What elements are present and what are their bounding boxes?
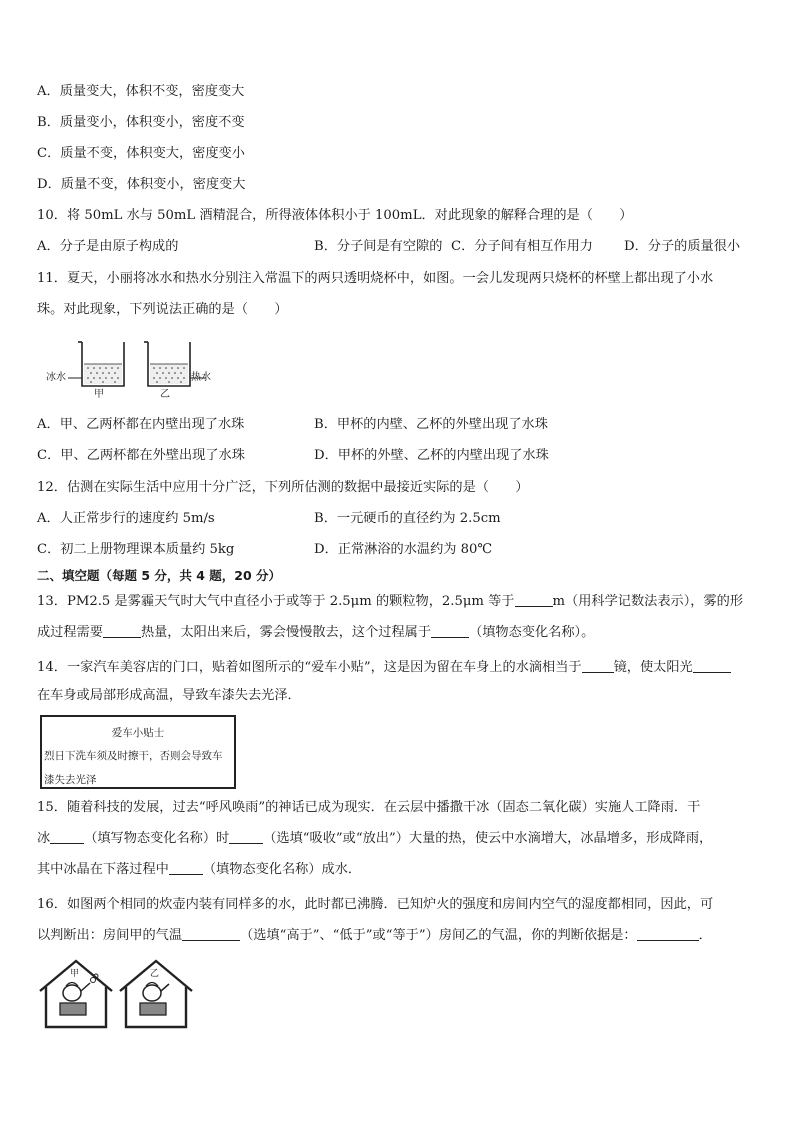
- q13-line1: 13．PM2.5 是雾霾天气时大气中直径小于或等于 2.5μm 的颗粒物，2.5μm 等于 m（用科学记数法表示），雾的形: [37, 594, 744, 609]
- q12-option-d: D．正常淋浴的水温约为 80℃: [314, 542, 493, 557]
- q15-blank-1[interactable]: [50, 830, 84, 844]
- notice-title: 爱车小贴士: [111, 727, 165, 739]
- q14-blank-2[interactable]: [693, 659, 731, 673]
- q13-blank-2[interactable]: [103, 624, 141, 638]
- q9-option-d: D．质量不变，体积变小，密度变大: [37, 177, 246, 192]
- q9-option-c: C．质量不变，体积变大，密度变小: [37, 146, 245, 161]
- q15-line3: 其中冰晶在下落过程中 （填物态变化名称）成水．: [37, 862, 362, 877]
- q10-option-b: B．分子间是有空隙的: [314, 239, 443, 254]
- house-label-yi: 乙: [150, 969, 160, 979]
- house-label-jia: 甲: [70, 969, 80, 979]
- q10-stem: 10．将 50mL 水与 50mL 酒精混合，所得液体体积小于 100mL．对此现象的解释合理的是（ ）: [37, 208, 633, 223]
- figure-label-yi: 乙: [160, 389, 170, 400]
- figure-label-hot-water: 热水: [191, 372, 211, 383]
- q16-blank-1[interactable]: [182, 927, 240, 941]
- notice-line2: 漆失去光泽: [44, 774, 97, 786]
- q14-line1: 14．一家汽车美容店的门口，贴着如图所示的“爱车小贴”，这是因为留在车身上的水滴相当于 镜，使太阳光: [37, 659, 731, 677]
- q16-blank-2[interactable]: [637, 927, 699, 941]
- q11-option-d: D．甲杯的外壁、乙杯的内壁出现了水珠: [314, 448, 549, 463]
- q11-option-a: A．甲、乙两杯都在内壁出现了水珠: [37, 417, 245, 432]
- q15-blank-2[interactable]: [229, 830, 263, 844]
- q14-blank-1[interactable]: [582, 659, 614, 673]
- q15-line2: 冰 （填写物态变化名称）时 （选填“吸收”或“放出”）大量的热，使云中水滴增大，冰晶增多，形成降雨，: [37, 831, 713, 846]
- q16-line1: 16．如图两个相同的炊壶内装有同样多的水，此时都已沸腾．已知炉火的强度和房间内空气的湿度都相同，因此，可: [37, 897, 714, 912]
- q12-stem: 12．估测在实际生活中应用十分广泛，下列所估测的数据中最接近实际的是（ ）: [37, 480, 529, 495]
- q10-option-c: C．分子间有相互作用力: [451, 239, 593, 254]
- car-care-notice: [40, 715, 236, 789]
- q12-option-c: C．初二上册物理课本质量约 5kg: [37, 542, 235, 557]
- q11-stem-line1: 11．夏天，小丽将冰水和热水分别注入常温下的两只透明烧杯中，如图。一会儿发现两只烧杯的杯壁上都出现了小水: [37, 271, 714, 286]
- q10-option-d: D．分子的质量很小: [624, 239, 741, 254]
- q15-blank-3[interactable]: [169, 861, 203, 875]
- q11-option-b: B．甲杯的内壁、乙杯的外壁出现了水珠: [314, 417, 548, 432]
- q11-stem-line2: 珠。对此现象，下列说法正确的是（ ）: [37, 302, 288, 317]
- notice-line1: 烈日下洗车须及时擦干，否则会导致车: [44, 750, 223, 762]
- q9-option-b: B．质量变小，体积变小，密度不变: [37, 115, 245, 130]
- q13-blank-3[interactable]: [431, 624, 469, 638]
- q10-option-a: A．分子是由原子构成的: [37, 239, 179, 254]
- q15-line1: 15．随着科技的发展，过去“呼风唤雨”的神话已成为现实．在云层中播撒干冰（固态二氧化碳）实施人工降雨．干: [37, 800, 701, 815]
- q9-option-a: A．质量变大，体积不变，密度变大: [37, 84, 245, 99]
- figure-label-jia: 甲: [94, 389, 104, 400]
- q13-blank-1[interactable]: [515, 593, 553, 607]
- figure-label-ice-water: 冰水: [46, 372, 66, 383]
- q16-line2: 以判断出：房间甲的气温 （选填“高于”、“低于”或“等于”）房间乙的气温，你的判断依据是： ．: [37, 928, 712, 943]
- houses-figure: [38, 957, 198, 1031]
- q14-line2: 在车身或局部形成高温，导致车漆失去光泽．: [37, 688, 301, 703]
- q13-line2: 成过程需要 热量，太阳出来后，雾会慢慢散去，这个过程属于 （填物态变化名称）。: [37, 625, 595, 640]
- q12-option-a: A．人正常步行的速度约 5m/s: [37, 511, 215, 526]
- q12-option-b: B．一元硬币的直径约为 2.5cm: [314, 511, 501, 526]
- section-title: 二、填空题（每题 5 分，共 4 题，20 分）: [37, 568, 282, 583]
- q11-option-c: C．甲、乙两杯都在外壁出现了水珠: [37, 448, 245, 463]
